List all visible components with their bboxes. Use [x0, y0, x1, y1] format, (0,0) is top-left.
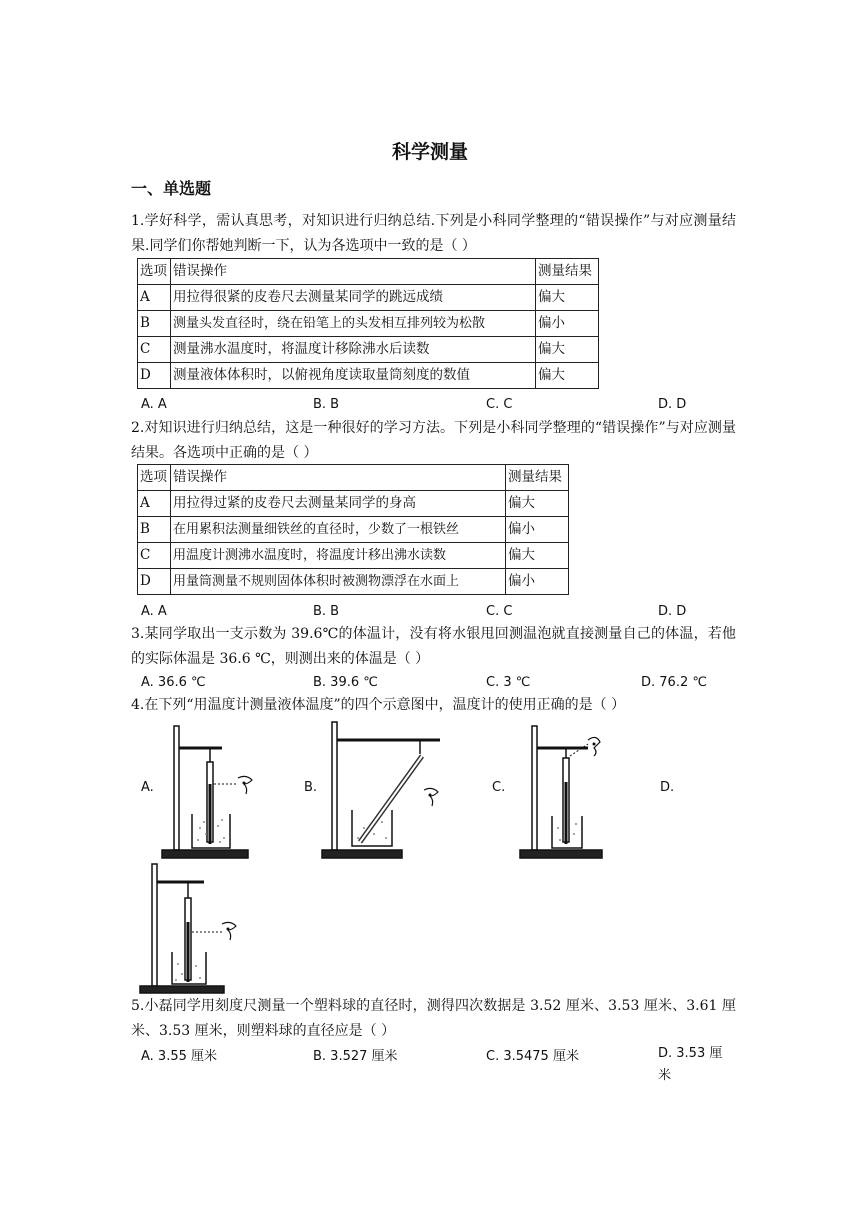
question-1-text: 1.学好科学，需认真思考，对知识进行归纳总结.下列是小科同学整理的“错误操作”与对应测量结果.同学们你帮她判断一下，认为各选项中一致的是（ ）	[131, 213, 736, 254]
question-1-options	[141, 397, 721, 417]
table-cell: 错误操作	[171, 259, 536, 285]
table-cell: D	[138, 363, 171, 389]
table-cell: B	[138, 311, 171, 337]
table-cell: 测量沸水温度时，将温度计移除沸水后读数	[171, 337, 536, 363]
figure-d-diagram	[138, 860, 250, 994]
table-cell: D	[138, 569, 171, 595]
figure-a-diagram	[160, 722, 260, 860]
table-row	[138, 285, 599, 311]
option-d[interactable]: D. D	[658, 397, 687, 412]
option-b[interactable]: B. B	[313, 604, 340, 619]
question-3-options	[141, 675, 721, 695]
table-cell: 测量液体体积时，以俯视角度读取量筒刻度的数值	[171, 363, 536, 389]
figure-label-d[interactable]: D.	[660, 780, 675, 795]
table-header-row	[138, 259, 599, 285]
table-cell: 在用累积法测量细铁丝的直径时，少数了一根铁丝	[171, 517, 506, 543]
table-cell: 偏大	[536, 363, 599, 389]
table-row	[138, 491, 569, 517]
table-cell: 测量结果	[506, 465, 569, 491]
question-3-text: 3.某同学取出一支示数为 39.6℃的体温计，没有将水银甩回测温泡就直接测量自己的体温，若他的实际体温是 36.6 ℃，则测出来的体温是（ ）	[131, 626, 736, 667]
option-b[interactable]: B. 39.6 ℃	[313, 675, 378, 690]
table-cell: 选项	[138, 465, 171, 491]
table-cell: 偏大	[536, 337, 599, 363]
table-cell: 偏小	[536, 311, 599, 337]
option-c[interactable]: C. 3 ℃	[486, 675, 531, 690]
table-cell: A	[138, 491, 171, 517]
question-2-text: 2.对知识进行归纳总结，这是一种很好的学习方法。下列是小科同学整理的“错误操作”与对应测量结果。各选项中正确的是（ ）	[131, 420, 736, 461]
table-cell: 用拉得过紧的皮卷尺去测量某同学的身高	[171, 491, 506, 517]
table-cell: 用温度计测沸水温度时，将温度计移出沸水读数	[171, 543, 506, 569]
table-row	[138, 311, 599, 337]
table-cell: 错误操作	[171, 465, 506, 491]
option-c[interactable]: C. C	[486, 397, 513, 412]
option-b[interactable]: B. B	[313, 397, 340, 412]
table-cell: 偏小	[506, 569, 569, 595]
option-d[interactable]: D. 3.53 厘米	[658, 1046, 723, 1083]
page-title: 科学测量	[391, 141, 468, 163]
option-d[interactable]: D. 76.2 ℃	[641, 675, 707, 690]
table-cell: 选项	[138, 259, 171, 285]
figure-label-a[interactable]: A.	[141, 780, 154, 795]
option-a[interactable]: A. A	[141, 604, 167, 619]
figure-label-c[interactable]: C.	[492, 780, 506, 795]
figure-c-diagram	[518, 722, 618, 860]
table-cell: 测量结果	[536, 259, 599, 285]
question-4-text: 4.在下列“用温度计测量液体温度”的四个示意图中，温度计的使用正确的是（ ）	[131, 697, 626, 713]
option-b[interactable]: B. 3.527 厘米	[313, 1049, 398, 1064]
table-cell: B	[138, 517, 171, 543]
figure-b-diagram	[320, 718, 445, 863]
question-2-options	[141, 604, 721, 624]
table-cell: A	[138, 285, 171, 311]
table-row	[138, 363, 599, 389]
table-row	[138, 517, 569, 543]
question-5-text: 5.小磊同学用刻度尺测量一个塑料球的直径时，测得四次数据是 3.52 厘米、3.53 厘米、3.61 厘米、3.53 厘米，则塑料球的直径应是（ ）	[131, 998, 736, 1039]
option-a[interactable]: A. 3.55 厘米	[141, 1049, 218, 1064]
option-a[interactable]: A. A	[141, 397, 167, 412]
option-c[interactable]: C. 3.5475 厘米	[486, 1049, 579, 1064]
option-d[interactable]: D. D	[658, 604, 687, 619]
table-row	[138, 337, 599, 363]
section-heading: 一、单选题	[131, 179, 212, 198]
table-cell: 用拉得很紧的皮卷尺去测量某同学的跳远成绩	[171, 285, 536, 311]
table-row	[138, 569, 569, 595]
table-cell: 偏大	[536, 285, 599, 311]
table-cell: 偏大	[506, 543, 569, 569]
table-cell: 用量筒测量不规则固体体积时被测物漂浮在水面上	[171, 569, 506, 595]
table-cell: C	[138, 337, 171, 363]
question-5-options	[141, 1045, 721, 1087]
question-2-table	[137, 464, 569, 595]
table-row	[138, 543, 569, 569]
table-cell: 测量头发直径时，绕在铅笔上的头发相互排列较为松散	[171, 311, 536, 337]
table-cell: 偏大	[506, 491, 569, 517]
table-cell: 偏小	[506, 517, 569, 543]
table-header-row	[138, 465, 569, 491]
question-1-table	[137, 258, 599, 389]
table-cell: C	[138, 543, 171, 569]
figure-label-b[interactable]: B.	[304, 780, 318, 795]
option-a[interactable]: A. 36.6 ℃	[141, 675, 206, 690]
option-c[interactable]: C. C	[486, 604, 513, 619]
